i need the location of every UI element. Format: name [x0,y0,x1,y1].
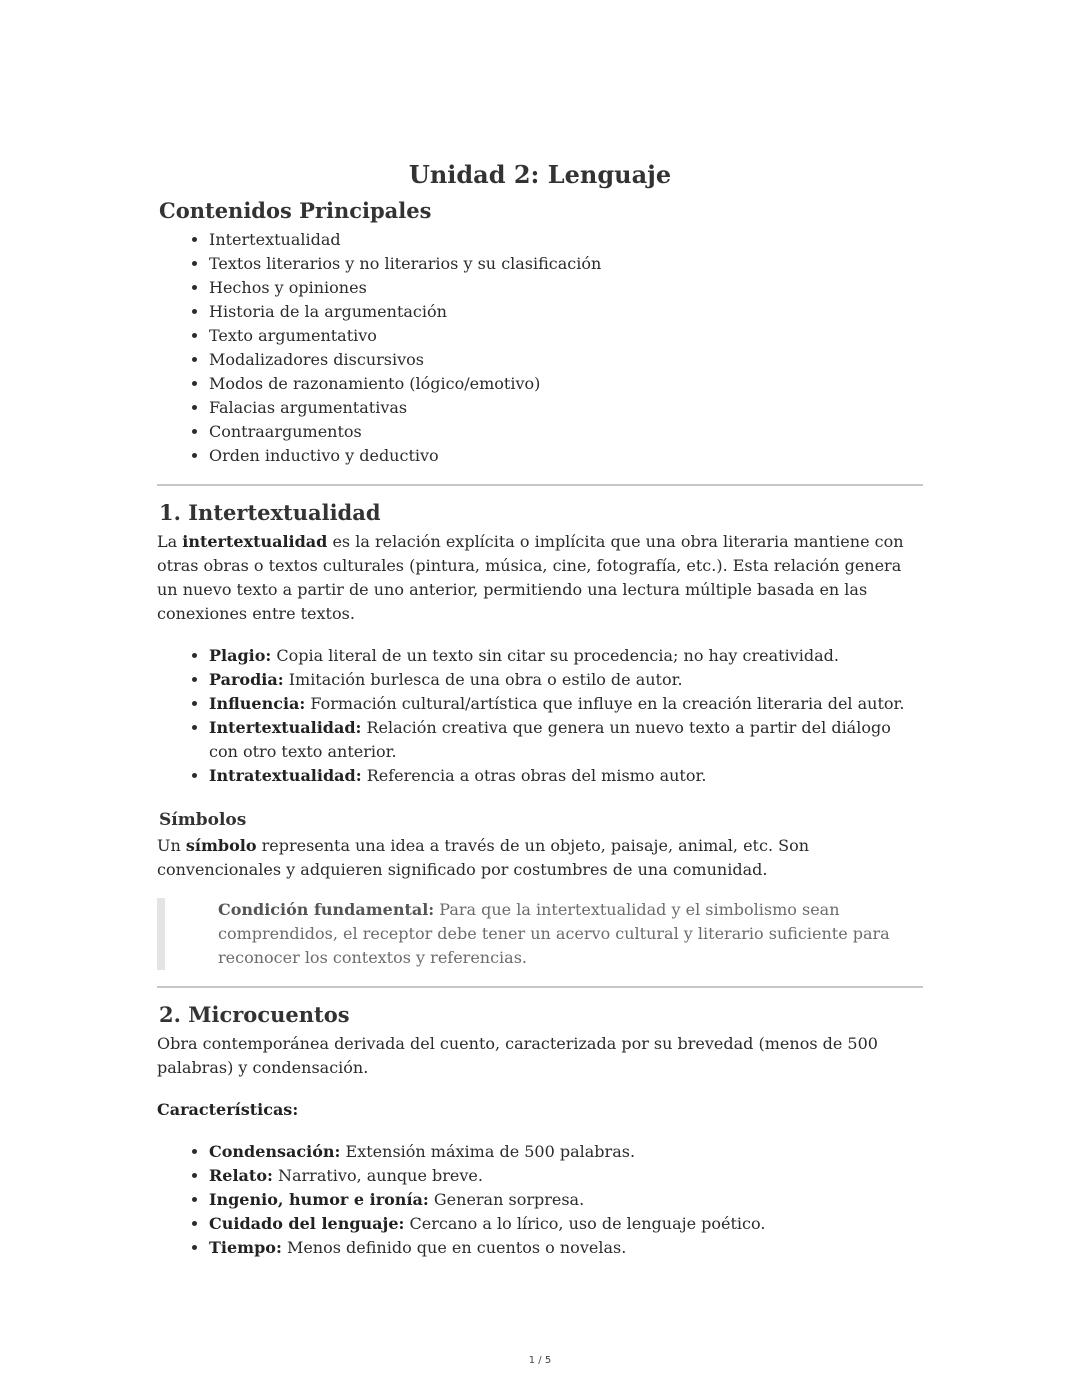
list-item: • Cuidado del lenguaje: Cercano a lo lírico, uso de lenguaje poético. [209,1212,923,1236]
list-item: • Contraargumentos [209,420,923,444]
list-item: • Intratextualidad: Referencia a otras obras del mismo autor. [209,764,923,788]
document-page [157,158,923,1260]
list-item: • Condensación: Extensión máxima de 500 palabras. [209,1140,923,1164]
page-number: 1 / 5 [528,1355,552,1366]
list-item: • Texto argumentativo [209,324,923,348]
section-divider [157,484,923,486]
symbols-heading: Símbolos [159,810,247,830]
section-divider [157,986,923,988]
symbols-text: Un símbolo representa una idea a través de un objeto, paisaje, animal, etc. Son convencionales y adquieren significado por costumbres de una comunidad. [157,836,810,879]
document-title: Unidad 2: Lenguaje [408,160,672,189]
list-item: • Orden inductivo y deductivo [209,444,923,468]
list-item: • Influencia: Formación cultural/artística que influye en la creación literaria del autor. [209,692,923,716]
section1-heading: 1. Intertextualidad [159,500,381,525]
list-item: • Relato: Narrativo, aunque breve. [209,1164,923,1188]
contents-heading: Contenidos Principales [159,198,432,223]
list-item: • Parodia: Imitación burlesca de una obra o estilo de autor. [209,668,923,692]
list-item: • Textos literarios y no literarios y su clasificación [209,252,923,276]
list-item: • Intertextualidad [209,228,923,252]
contents-list [157,228,923,468]
section1-intro: La intertextualidad es la relación explícita o implícita que una obra literaria mantiene con otras obras o textos culturales (pintura, música, cine, fotografía, etc.). Esta relación genera un nuevo texto a partir de uno anterior, permitiendo una lectura múltiple basada en las conexiones entre textos. [157,532,904,623]
blockquote-condition: Condición fundamental: Para que la intertextualidad y el simbolismo sean comprendidos, el receptor debe tener un acervo cultural y literario suficiente para reconocer los contextos y referencias. [157,898,923,970]
list-item: • Plagio: Copia literal de un texto sin citar su procedencia; no hay creatividad. [209,644,923,668]
list-item: • Intertextualidad: Relación creativa que genera un nuevo texto a partir del diálogo con otro texto anterior. [209,716,923,764]
term-intertextualidad: intertextualidad [182,532,328,551]
list-item: • Falacias argumentativas [209,396,923,420]
features-label: Características: [157,1100,299,1119]
section2-intro: Obra contemporánea derivada del cuento, caracterizada por su brevedad (menos de 500 palabras) y condensación. [157,1034,878,1077]
section1-list [157,644,923,788]
list-item: • Historia de la argumentación [209,300,923,324]
list-item: • Tiempo: Menos definido que en cuentos o novelas. [209,1236,923,1260]
list-item: • Modos de razonamiento (lógico/emotivo) [209,372,923,396]
section2-list [157,1140,923,1260]
list-item: • Ingenio, humor e ironía: Generan sorpresa. [209,1188,923,1212]
section2-heading: 2. Microcuentos [159,1002,350,1027]
list-item: • Hechos y opiniones [209,276,923,300]
list-item: • Modalizadores discursivos [209,348,923,372]
